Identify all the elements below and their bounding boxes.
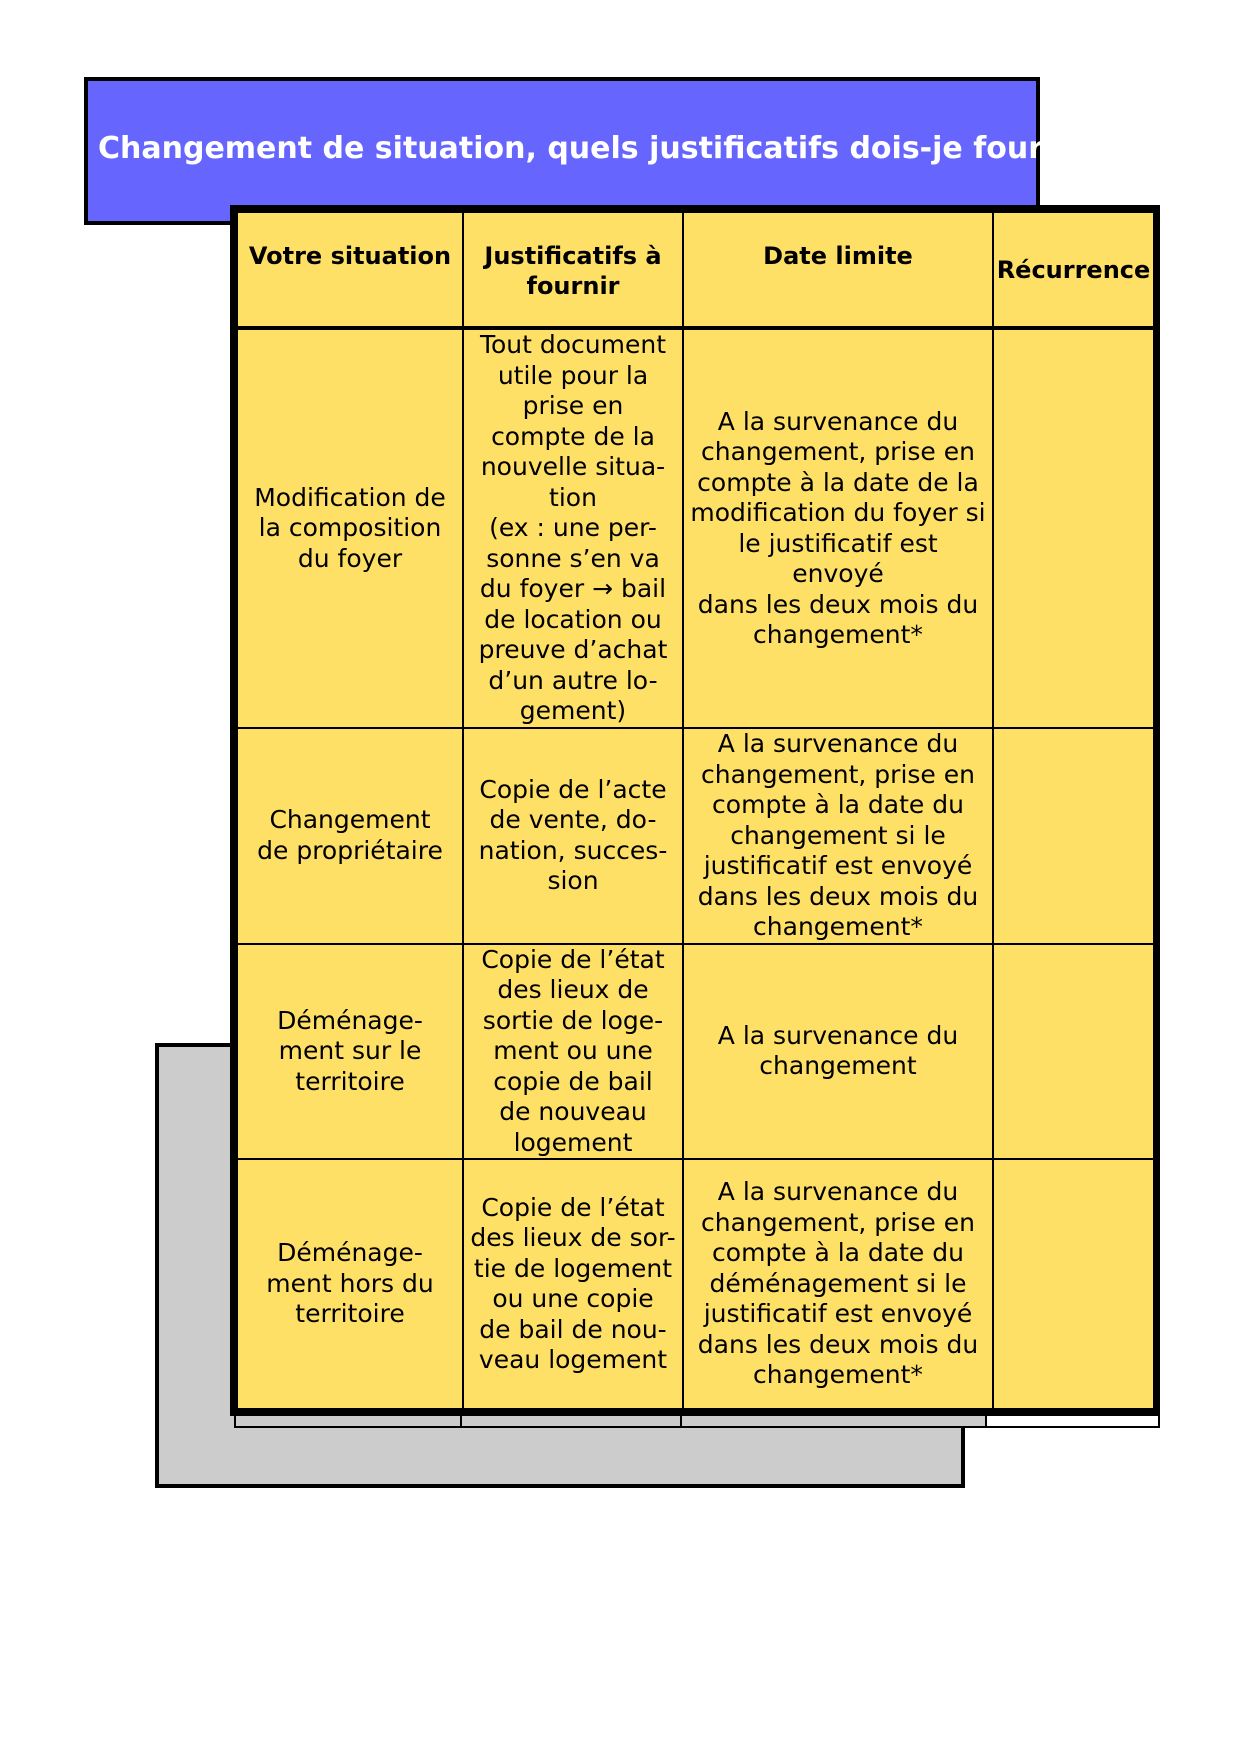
cell-date-limite: A la survenance du changement, prise en compte à la date du changement si le justificatif est envoyé dans les deux mois du changement*: [683, 728, 993, 944]
header-justificatifs: Justificatifs à fournir: [463, 212, 683, 328]
cell-situation: Changement de propriétaire: [237, 728, 463, 944]
table-row: [237, 728, 1154, 944]
cell-recurrence: [993, 328, 1154, 728]
justificatifs-table: [230, 205, 1160, 1416]
cell-date-limite: A la survenance du changement, prise en compte à la date du déménagement si le justificatif est envoyé dans les deux mois du changement*: [683, 1159, 993, 1409]
cell-justificatifs: Copie de l’état des lieux de sor- tie de logement ou une copie de bail de nou- veau logement: [463, 1159, 683, 1409]
header-situation: Votre situation: [237, 212, 463, 328]
cell-justificatifs: Copie de l’acte de vente, do- nation, succes- sion: [463, 728, 683, 944]
cell-justificatifs: Copie de l’état des lieux de sortie de loge- ment ou une copie de bail de nouveau logement: [463, 944, 683, 1160]
cell-date-limite: A la survenance du changement: [683, 944, 993, 1160]
cell-recurrence: [993, 944, 1154, 1160]
page-title: Changement de situation, quels justificatifs dois-je fournir ?: [98, 131, 1118, 166]
header-recurrence: Récurrence: [993, 212, 1154, 328]
cell-situation: Déménage- ment hors du territoire: [237, 1159, 463, 1409]
cell-situation: Modification de la composition du foyer: [237, 328, 463, 728]
table-header-row: [237, 212, 1154, 328]
cell-recurrence: [993, 728, 1154, 944]
table-row: [237, 1159, 1154, 1409]
cell-date-limite: A la survenance du changement, prise en compte à la date de la modification du foyer si le justificatif est envoyé dans les deux mois du changement*: [683, 328, 993, 728]
table-row: [237, 944, 1154, 1160]
cell-justificatifs: Tout document utile pour la prise en compte de la nouvelle situa- tion (ex : une per- sonne s’en va du foyer → bail de location ou preuve d’achat d’un autre lo- gement): [463, 328, 683, 728]
cell-recurrence: [993, 1159, 1154, 1409]
cell-situation: Déménage- ment sur le territoire: [237, 944, 463, 1160]
header-date-limite: Date limite: [683, 212, 993, 328]
table-row: [237, 328, 1154, 728]
title-banner: [84, 77, 1118, 225]
